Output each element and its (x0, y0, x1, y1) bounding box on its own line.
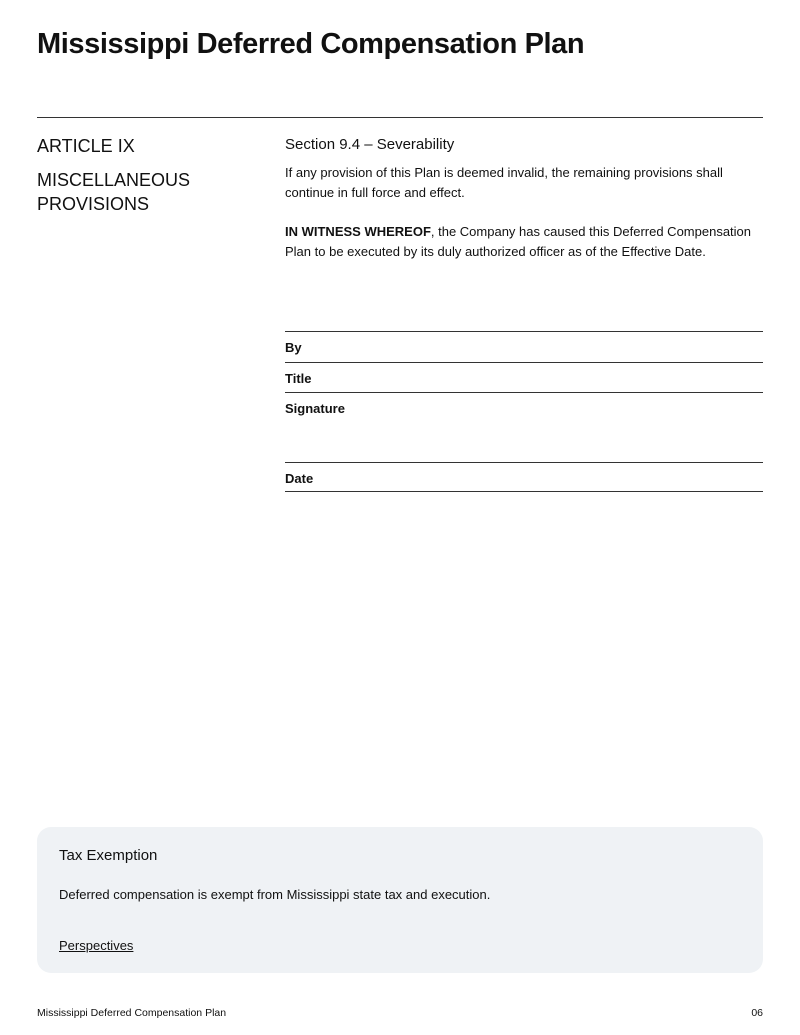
page-footer (37, 1007, 763, 1019)
by-label: By (285, 340, 302, 355)
date-label: Date (285, 471, 314, 486)
title-line[interactable] (285, 362, 763, 392)
callout-text: Deferred compensation is exempt from Mississippi state tax and execution. (59, 887, 491, 902)
perspectives-link[interactable]: Perspectives (59, 938, 134, 953)
title-label: Title (285, 371, 312, 386)
callout-heading: Tax Exemption (59, 847, 158, 864)
severability-paragraph: If any provision of this Plan is deemed invalid, the remaining provisions shall continue in full force and effect. (285, 165, 723, 200)
date-line[interactable] (285, 462, 763, 492)
section-content (285, 134, 763, 281)
signature-line[interactable] (285, 392, 763, 462)
article-sidebar (37, 134, 257, 216)
signature-block (285, 331, 763, 492)
page-number: 06 (751, 1007, 763, 1019)
signature-label: Signature (285, 401, 345, 416)
witness-paragraph (285, 222, 763, 262)
article-number: ARTICLE IX (37, 136, 135, 156)
document-title: Mississippi Deferred Compensation Plan (37, 28, 585, 60)
witness-text: , the Company has caused this Deferred Compensation Plan to be executed by its duly authorized officer as of the Effective Date. (285, 224, 752, 259)
by-line[interactable] (285, 331, 763, 362)
footer-title: Mississippi Deferred Compensation Plan (37, 1007, 227, 1019)
section-heading: Section 9.4 – Severability (285, 136, 455, 153)
article-name: MISCELLANEOUS PROVISIONS (37, 170, 191, 214)
witness-bold-text: IN WITNESS WHEREOF (285, 224, 431, 239)
header-divider (37, 117, 763, 118)
tax-exemption-callout (37, 827, 763, 973)
